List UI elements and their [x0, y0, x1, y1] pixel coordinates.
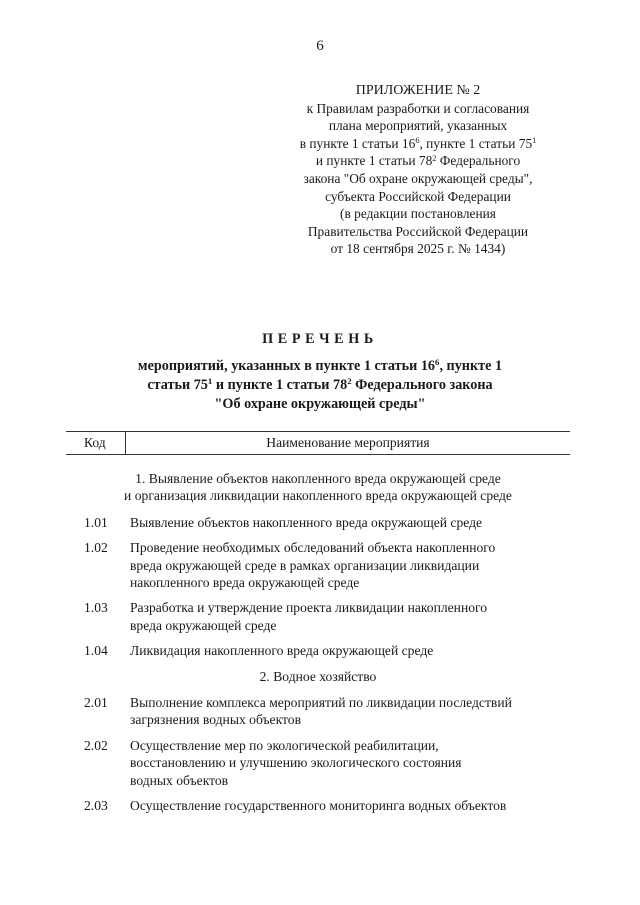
subtitle-line: "Об охране окружающей среды" — [214, 396, 426, 412]
row-name-line: загрязнения водных объектов — [130, 712, 301, 728]
row-name-line: Разработка и утверждение проекта ликвидации накопленного — [130, 600, 488, 616]
appendix-line: плана мероприятий, указанных — [328, 118, 508, 134]
row-name-line: вреда окружающей среде в рамках организации ликвидации — [130, 557, 480, 573]
row-name-line: вреда окружающей среде — [130, 617, 277, 633]
row-name — [130, 797, 570, 814]
list-title: ПЕРЕЧЕНЬ — [262, 331, 378, 347]
table-row — [66, 797, 570, 814]
row-code: 1.01 — [84, 514, 108, 530]
appendix-line: (в редакции постановления — [340, 206, 496, 222]
superscript: 2 — [432, 153, 437, 163]
appendix-line: от 18 сентября 2025 г. № 1434) — [330, 241, 506, 257]
table-row — [66, 514, 570, 531]
table-row — [66, 599, 570, 634]
subtitle-text: мероприятий, указанных в пункте 1 статьи 16 — [137, 358, 436, 374]
table-row — [66, 539, 570, 591]
superscript: 1 — [207, 376, 213, 387]
table-row — [66, 694, 570, 729]
section-title-line: 2. Водное хозяйство — [259, 668, 377, 684]
row-name — [130, 694, 570, 729]
section-title — [66, 470, 570, 505]
appendix-block — [268, 82, 568, 258]
appendix-line: к Правилам разработки и согласования — [306, 100, 530, 116]
appendix-line — [268, 135, 568, 153]
row-code: 2.03 — [84, 798, 108, 814]
subtitle-line — [100, 357, 540, 376]
superscript: 6 — [415, 136, 420, 146]
table-body — [66, 470, 570, 823]
row-name-line: Выявление объектов накопленного вреда окружающей среде — [130, 514, 483, 530]
appendix-text: в пункте 1 статьи 16 — [299, 135, 416, 151]
section-title — [66, 668, 570, 685]
row-name-line: восстановлению и улучшению экологического состояния — [130, 755, 462, 771]
appendix-text: , пункте 1 статьи 75 — [419, 135, 533, 151]
column-header-code: Код — [84, 435, 106, 450]
subtitle-text: Федерального закона — [351, 377, 493, 393]
appendix-line: субъекта Российской Федерации — [325, 188, 511, 204]
table-row — [66, 737, 570, 789]
subtitle-text: статьи 75 — [147, 377, 208, 393]
row-name — [130, 642, 570, 659]
row-name-line: Выполнение комплекса мероприятий по ликвидации последствий — [130, 695, 512, 711]
appendix-line: закона "Об охране окружающей среды", — [303, 170, 533, 186]
table-header — [66, 431, 570, 455]
column-header-name: Наименование мероприятия — [266, 435, 430, 450]
row-name-line: водных объектов — [130, 772, 229, 788]
row-name — [130, 737, 570, 789]
row-name — [130, 514, 570, 531]
row-name-line: Ликвидация накопленного вреда окружающей среде — [130, 643, 434, 659]
superscript: 2 — [347, 376, 352, 387]
row-code: 2.01 — [84, 695, 108, 711]
row-name-line: Осуществление государственного мониторинга водных объектов — [130, 798, 507, 814]
row-name-line: Проведение необходимых обследований объекта накопленного — [130, 540, 496, 556]
subtitle-text: и пункте 1 статьи 78 — [212, 377, 348, 393]
subtitle-line — [100, 376, 540, 395]
row-name — [130, 599, 570, 634]
appendix-line — [268, 152, 568, 170]
superscript: 1 — [532, 136, 537, 146]
section-title-line: и организация ликвидации накопленного вреда окружающей среде — [124, 488, 512, 504]
list-subtitle — [100, 357, 540, 414]
row-name-line: накопленного вреда окружающей среде — [130, 575, 360, 591]
row-code: 2.02 — [84, 737, 108, 753]
row-name-line: Осуществление мер по экологической реабилитации, — [130, 737, 439, 753]
page-number: 6 — [316, 38, 324, 54]
section-title-line: 1. Выявление объектов накопленного вреда окружающей среде — [135, 471, 501, 486]
row-code: 1.03 — [84, 600, 108, 616]
superscript: 6 — [435, 357, 440, 368]
appendix-text: Федерального — [436, 153, 521, 169]
row-code: 1.02 — [84, 540, 108, 556]
row-name — [130, 539, 570, 591]
subtitle-text: , пункте 1 — [439, 358, 503, 374]
appendix-heading: ПРИЛОЖЕНИЕ № 2 — [355, 83, 481, 98]
appendix-text: и пункте 1 статьи 78 — [315, 153, 433, 169]
row-code: 1.04 — [84, 643, 108, 659]
appendix-line: Правительства Российской Федерации — [307, 223, 529, 239]
table-row — [66, 642, 570, 659]
